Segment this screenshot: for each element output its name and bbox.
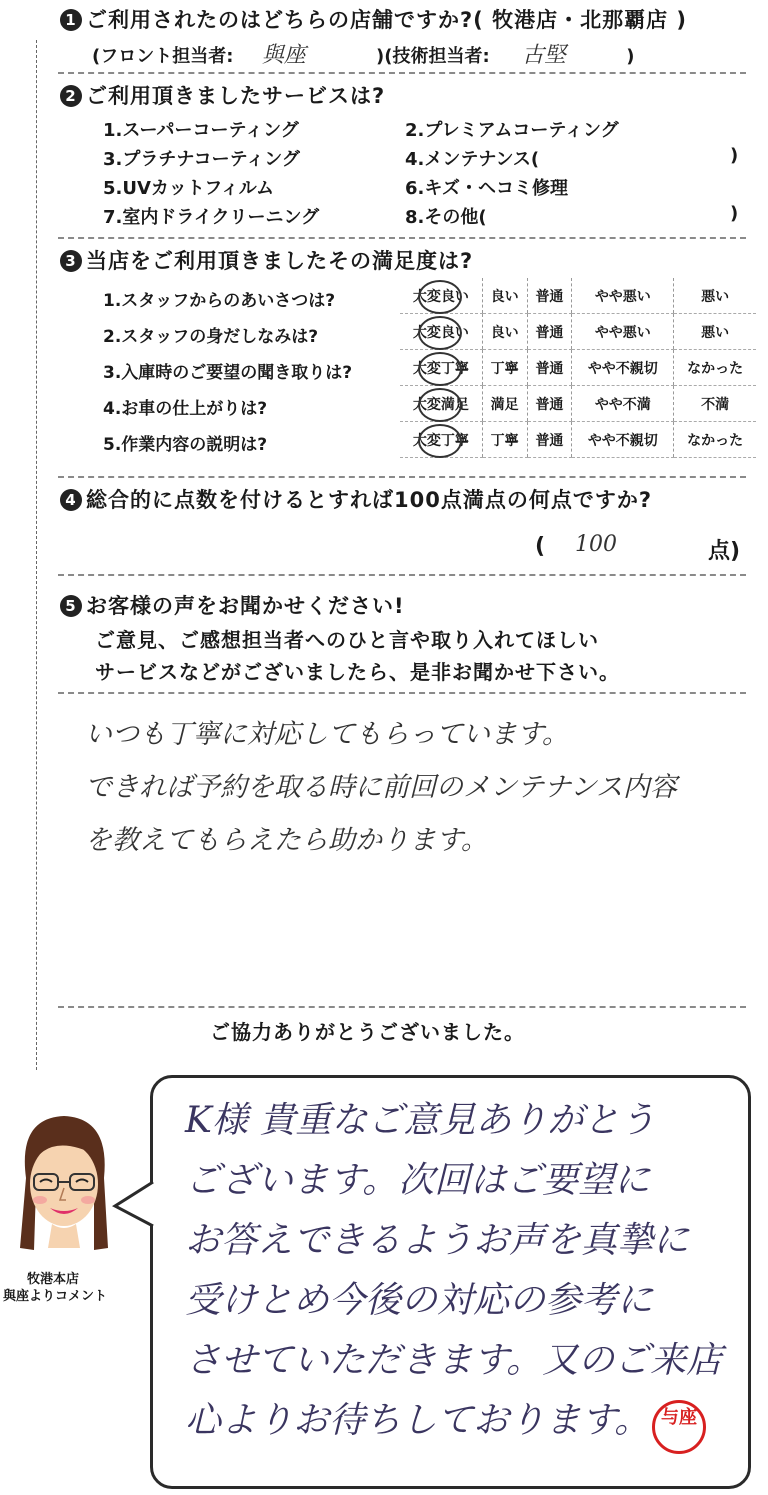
- service-7: 7.室内ドライクリーニング: [103, 207, 320, 228]
- reply-line-4: 受けとめ今後の対応の参考に: [185, 1280, 654, 1321]
- sat-option[interactable]: 悪い: [674, 278, 756, 314]
- divider-1: [58, 72, 746, 74]
- tech-staff-value: 古堅: [521, 43, 566, 68]
- sat-option[interactable]: 不満: [674, 386, 756, 422]
- question-4-text: 総合的に点数を付けるとすれば100点満点の何点ですか?: [86, 488, 653, 512]
- customer-comment-line-2: できれば予約を取る時に前回のメンテナンス内容: [85, 772, 677, 803]
- service-5: 5.UVカットフィルム: [103, 178, 275, 199]
- selection-circle-5: [418, 424, 462, 458]
- selection-circle-4: [418, 388, 462, 422]
- divider-6: [58, 1006, 746, 1008]
- service-2: 2.プレミアムコーティング: [405, 120, 619, 141]
- sat-option[interactable]: 丁寧: [482, 422, 527, 458]
- reply-line-1: K様 貴重なご意見ありがとう: [185, 1100, 656, 1141]
- sat-option[interactable]: なかった: [674, 422, 756, 458]
- question-5-line-2: ご意見、ご感想担当者へのひと言や取り入れてほしい: [95, 628, 599, 652]
- question-4-number: 4: [60, 489, 82, 511]
- service-4: 4.メンテナンス(: [405, 149, 540, 170]
- divider-4: [58, 574, 746, 576]
- sat-row-5-label: 5.作業内容の説明は?: [103, 435, 268, 455]
- selection-circle-1: [418, 280, 462, 314]
- question-1: [60, 4, 687, 34]
- sat-row-1-label: 1.スタッフからのあいさつは?: [103, 291, 336, 311]
- sat-option[interactable]: やや悪い: [572, 278, 674, 314]
- sat-option[interactable]: やや不親切: [572, 350, 674, 386]
- score-unit: 点): [708, 539, 741, 564]
- sat-option[interactable]: 大変丁寧: [400, 422, 482, 458]
- question-2-text: ご利用頂きましたサービスは?: [86, 84, 386, 108]
- sat-option[interactable]: 普通: [527, 422, 572, 458]
- service-6: 6.キズ・ヘコミ修理: [405, 178, 569, 199]
- selection-circle-2: [418, 316, 462, 350]
- tech-staff-label: )(技術担当者:: [376, 46, 490, 67]
- question-3-text: 当店をご利用頂きましたその満足度は?: [86, 249, 474, 273]
- staff-row-close: ): [626, 46, 635, 67]
- sat-option[interactable]: 満足: [482, 386, 527, 422]
- sat-option[interactable]: やや不親切: [572, 422, 674, 458]
- service-3: 3.プラチナコーティング: [103, 149, 300, 170]
- front-staff-label: (フロント担当者:: [92, 46, 234, 67]
- sat-option[interactable]: 普通: [527, 278, 572, 314]
- reply-line-3: お答えできるようお声を真摯に: [185, 1220, 690, 1261]
- staff-row: [92, 38, 634, 69]
- service-4-close: ): [730, 145, 739, 166]
- divider-3: [58, 476, 746, 478]
- service-8-close: ): [730, 203, 739, 224]
- sat-option[interactable]: 普通: [527, 314, 572, 350]
- staff-caption-line-1: 牧港本店: [27, 1272, 80, 1287]
- question-4: [60, 484, 652, 514]
- sat-row-3-label: 3.入庫時のご要望の聞き取りは?: [103, 363, 353, 383]
- sat-option[interactable]: 良い: [482, 314, 527, 350]
- sat-option[interactable]: 悪い: [674, 314, 756, 350]
- customer-comment-line-1: いつも丁寧に対応してもらっています。: [85, 719, 569, 750]
- question-1-text: ご利用されたのはどちらの店舗ですか?( 牧港店・北那覇店 ): [86, 8, 687, 32]
- question-3: [60, 245, 473, 275]
- hanko-stamp: 与座: [652, 1400, 706, 1454]
- thanks-text: ご協力ありがとうございました。: [210, 1020, 525, 1044]
- reply-line-6: 心よりお待ちしております。: [185, 1400, 651, 1441]
- sat-option[interactable]: 大変良い: [400, 314, 482, 350]
- front-staff-value: 與座: [261, 43, 306, 68]
- sat-option[interactable]: 大変丁寧: [400, 350, 482, 386]
- reply-line-5: させていただきます。又のご来店: [185, 1340, 723, 1381]
- sat-option[interactable]: 普通: [527, 386, 572, 422]
- service-8: 8.その他(: [405, 207, 487, 228]
- sat-option[interactable]: やや不満: [572, 386, 674, 422]
- question-2-number: 2: [60, 85, 82, 107]
- question-2: [60, 80, 385, 110]
- reply-line-2: ございます。次回はご要望に: [185, 1160, 651, 1201]
- customer-comment-line-3: を教えてもらえたら助かります。: [85, 825, 488, 856]
- bubble-tail: [112, 1180, 156, 1230]
- sat-option[interactable]: 丁寧: [482, 350, 527, 386]
- sat-row-2-label: 2.スタッフの身だしなみは?: [103, 327, 319, 347]
- divider-5: [58, 692, 746, 694]
- score-open: (: [535, 534, 546, 559]
- margin-dashed-line: [36, 40, 37, 1070]
- sat-option[interactable]: 大変良い: [400, 278, 482, 314]
- question-5: [60, 590, 405, 620]
- question-5-number: 5: [60, 595, 82, 617]
- sat-row-4-label: 4.お車の仕上がりは?: [103, 399, 268, 419]
- sat-option[interactable]: 良い: [482, 278, 527, 314]
- service-1: 1.スーパーコーティング: [103, 120, 299, 141]
- question-1-number: 1: [60, 9, 82, 31]
- avatar: [8, 1108, 120, 1258]
- staff-caption-line-2: 與座よりコメント: [3, 1289, 108, 1304]
- question-3-number: 3: [60, 250, 82, 272]
- sat-option[interactable]: やや悪い: [572, 314, 674, 350]
- question-5-text: お客様の声をお聞かせください!: [86, 594, 405, 618]
- sat-option[interactable]: 大変満足: [400, 386, 482, 422]
- divider-2: [58, 237, 746, 239]
- question-5-line-3: サービスなどがございましたら、是非お聞かせ下さい。: [95, 660, 620, 684]
- sat-option[interactable]: なかった: [674, 350, 756, 386]
- score-value: 100: [575, 532, 617, 557]
- sat-option[interactable]: 普通: [527, 350, 572, 386]
- selection-circle-3: [418, 352, 462, 386]
